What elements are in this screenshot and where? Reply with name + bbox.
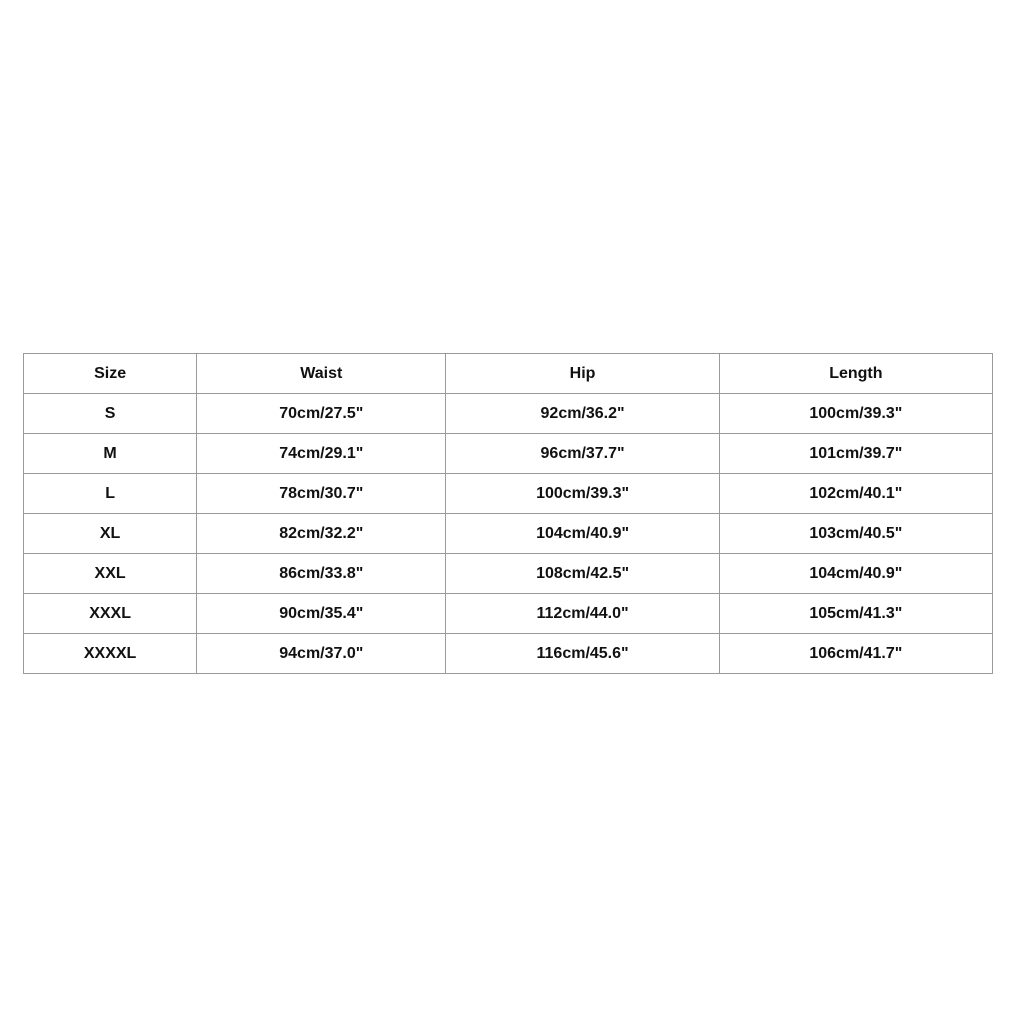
- cell-waist: 78cm/30.7": [197, 474, 446, 514]
- cell-size: XL: [24, 514, 197, 554]
- header-hip: Hip: [446, 354, 719, 394]
- cell-waist: 90cm/35.4": [197, 594, 446, 634]
- cell-size: L: [24, 474, 197, 514]
- header-size: Size: [24, 354, 197, 394]
- cell-length: 105cm/41.3": [719, 594, 992, 634]
- cell-size: XXL: [24, 554, 197, 594]
- table-row: [24, 554, 993, 594]
- cell-length: 104cm/40.9": [719, 554, 992, 594]
- cell-length: 102cm/40.1": [719, 474, 992, 514]
- size-chart-table: [23, 353, 993, 674]
- cell-length: 100cm/39.3": [719, 394, 992, 434]
- cell-hip: 112cm/44.0": [446, 594, 719, 634]
- cell-waist: 86cm/33.8": [197, 554, 446, 594]
- cell-size: XXXL: [24, 594, 197, 634]
- cell-hip: 100cm/39.3": [446, 474, 719, 514]
- header-length: Length: [719, 354, 992, 394]
- cell-hip: 108cm/42.5": [446, 554, 719, 594]
- header-waist: Waist: [197, 354, 446, 394]
- cell-hip: 96cm/37.7": [446, 434, 719, 474]
- cell-waist: 94cm/37.0": [197, 634, 446, 674]
- cell-length: 103cm/40.5": [719, 514, 992, 554]
- table-row: [24, 594, 993, 634]
- cell-hip: 92cm/36.2": [446, 394, 719, 434]
- cell-size: XXXXL: [24, 634, 197, 674]
- table-row: [24, 634, 993, 674]
- cell-waist: 82cm/32.2": [197, 514, 446, 554]
- table-row: [24, 474, 993, 514]
- table-header-row: [24, 354, 993, 394]
- cell-waist: 74cm/29.1": [197, 434, 446, 474]
- cell-length: 106cm/41.7": [719, 634, 992, 674]
- table-row: [24, 394, 993, 434]
- cell-length: 101cm/39.7": [719, 434, 992, 474]
- cell-waist: 70cm/27.5": [197, 394, 446, 434]
- cell-hip: 104cm/40.9": [446, 514, 719, 554]
- cell-size: S: [24, 394, 197, 434]
- cell-size: M: [24, 434, 197, 474]
- table-row: [24, 514, 993, 554]
- cell-hip: 116cm/45.6": [446, 634, 719, 674]
- table-row: [24, 434, 993, 474]
